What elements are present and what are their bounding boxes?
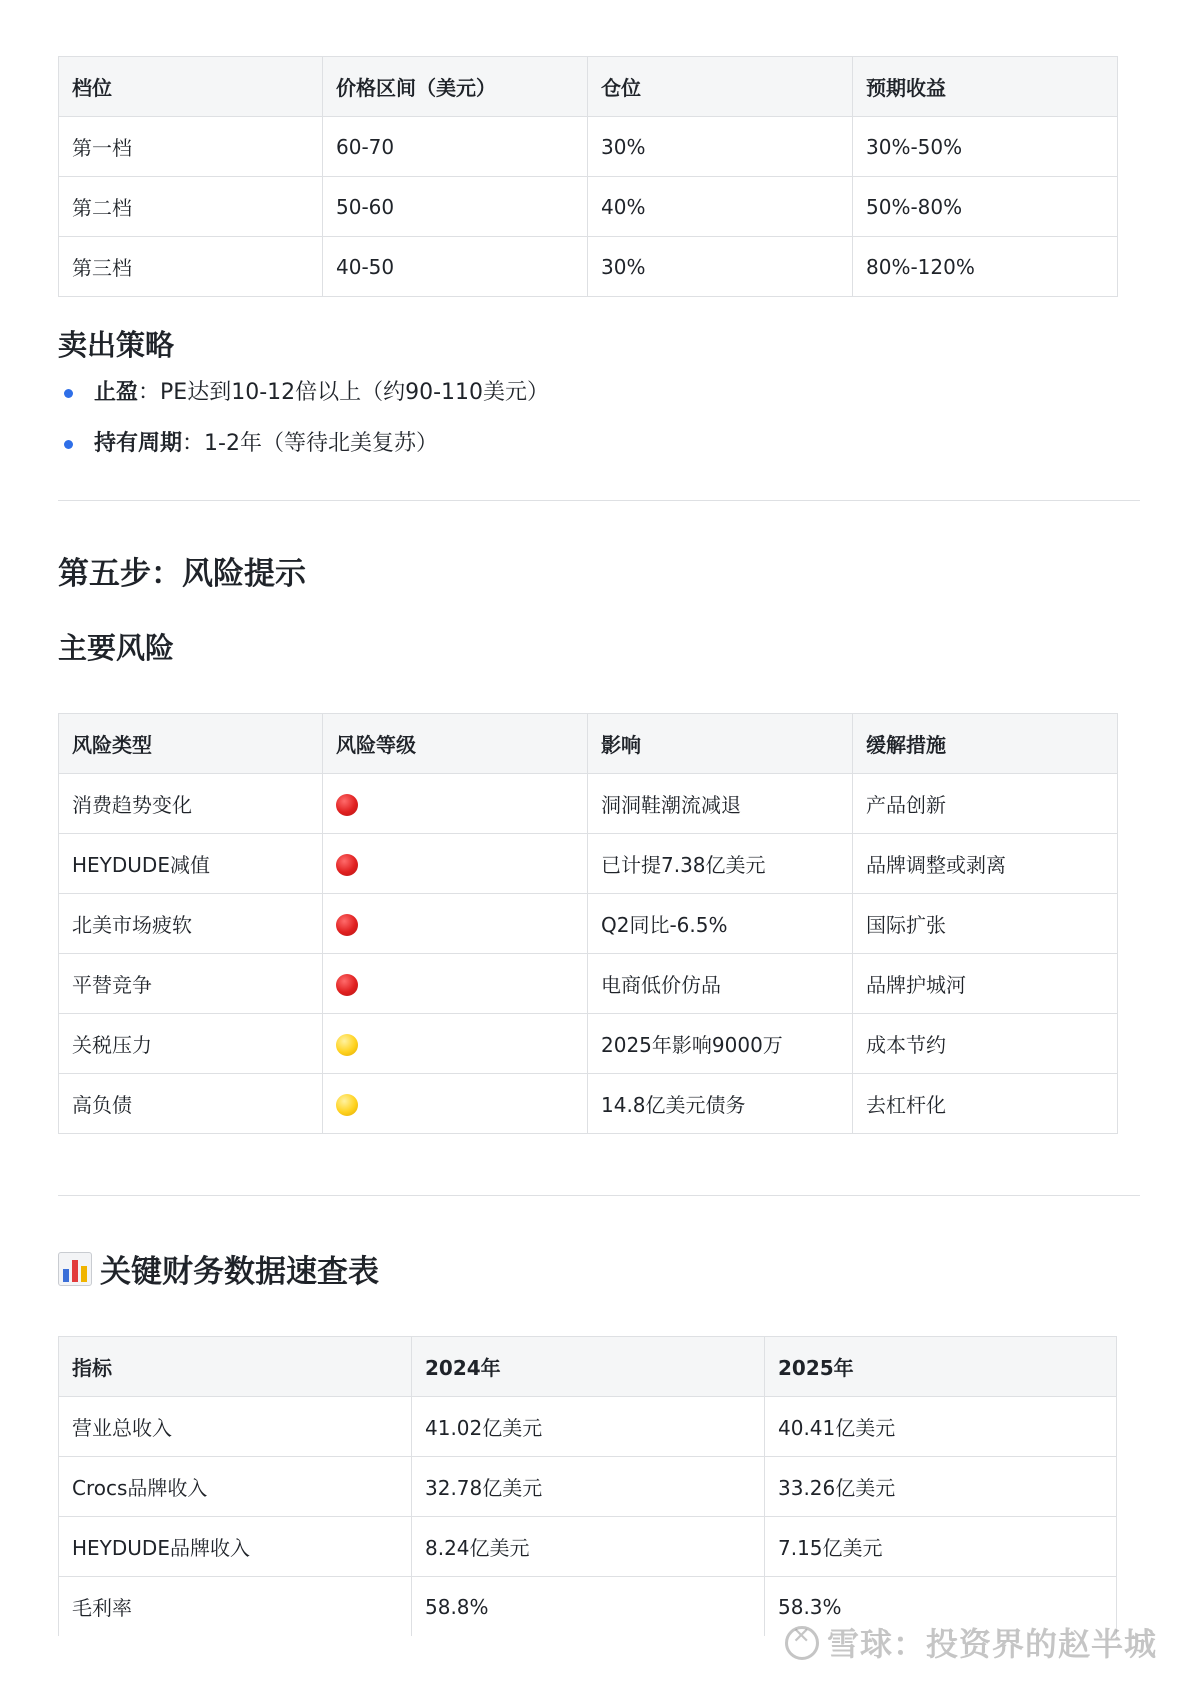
table-cell: 第一档 bbox=[59, 117, 323, 177]
table-cell: 7.15亿美元 bbox=[765, 1517, 1117, 1577]
table-cell: 80%-120% bbox=[853, 237, 1118, 297]
table-cell: 30%-50% bbox=[853, 117, 1118, 177]
item-text: PE达到10-12倍以上（约90-110美元） bbox=[160, 380, 550, 405]
table-row bbox=[59, 1457, 1117, 1517]
table-cell bbox=[323, 774, 588, 834]
table-row bbox=[59, 774, 1118, 834]
table-cell: 第二档 bbox=[59, 177, 323, 237]
table-cell: 成本节约 bbox=[853, 1014, 1118, 1074]
table-cell: Crocs品牌收入 bbox=[59, 1457, 412, 1517]
finance-heading bbox=[58, 1252, 379, 1288]
table-cell: 40.41亿美元 bbox=[765, 1397, 1117, 1457]
table-cell: 去杠杆化 bbox=[853, 1074, 1118, 1134]
table-row bbox=[59, 1517, 1117, 1577]
table-header-cell: 风险类型 bbox=[59, 714, 323, 774]
table-cell: 33.26亿美元 bbox=[765, 1457, 1117, 1517]
table-cell bbox=[323, 894, 588, 954]
sell-strategy-heading: 卖出策略 bbox=[58, 328, 175, 362]
table-row bbox=[59, 834, 1118, 894]
table-cell: 已计提7.38亿美元 bbox=[588, 834, 853, 894]
table-header-cell: 2025年 bbox=[765, 1337, 1117, 1397]
table-cell: 14.8亿美元债务 bbox=[588, 1074, 853, 1134]
table-row bbox=[59, 237, 1118, 297]
table-row bbox=[59, 1014, 1118, 1074]
item-separator: ： bbox=[138, 380, 161, 405]
table-cell: 平替竞争 bbox=[59, 954, 323, 1014]
red-circle-icon bbox=[336, 854, 358, 876]
table-cell: 品牌护城河 bbox=[853, 954, 1118, 1014]
item-text: 1-2年（等待北美复苏） bbox=[204, 431, 438, 456]
table-row bbox=[59, 117, 1118, 177]
table-cell: 58.8% bbox=[412, 1577, 765, 1637]
table-cell: 58.3% bbox=[765, 1577, 1117, 1637]
table-cell: 60-70 bbox=[323, 117, 588, 177]
table-cell: 2025年影响9000万 bbox=[588, 1014, 853, 1074]
table-cell: 30% bbox=[588, 237, 853, 297]
table-cell: 洞洞鞋潮流减退 bbox=[588, 774, 853, 834]
yellow-circle-icon bbox=[336, 1034, 358, 1056]
table-row bbox=[59, 1074, 1118, 1134]
table-cell: 高负债 bbox=[59, 1074, 323, 1134]
table-cell: 营业总收入 bbox=[59, 1397, 412, 1457]
table-cell: 41.02亿美元 bbox=[412, 1397, 765, 1457]
bar-chart-emoji-icon bbox=[58, 1252, 92, 1286]
red-circle-icon bbox=[336, 914, 358, 936]
section-divider bbox=[58, 500, 1140, 501]
table-row bbox=[59, 1397, 1117, 1457]
table-header-cell: 价格区间（美元） bbox=[323, 57, 588, 117]
table-cell: Q2同比-6.5% bbox=[588, 894, 853, 954]
table-cell bbox=[323, 1014, 588, 1074]
bullet-icon bbox=[64, 389, 73, 398]
table-cell: 32.78亿美元 bbox=[412, 1457, 765, 1517]
bullet-icon bbox=[64, 440, 73, 449]
table-header-cell: 缓解措施 bbox=[853, 714, 1118, 774]
table-cell: 国际扩张 bbox=[853, 894, 1118, 954]
sell-strategy-list bbox=[58, 378, 549, 480]
table-cell: 8.24亿美元 bbox=[412, 1517, 765, 1577]
table-cell: 北美市场疲软 bbox=[59, 894, 323, 954]
table-cell: 消费趋势变化 bbox=[59, 774, 323, 834]
item-label: 止盈 bbox=[94, 380, 139, 405]
item-separator: ： bbox=[182, 431, 205, 456]
tier-table bbox=[58, 56, 1118, 297]
watermark bbox=[785, 1619, 1157, 1665]
table-cell: 第三档 bbox=[59, 237, 323, 297]
table-cell: 30% bbox=[588, 117, 853, 177]
table-header-cell: 2024年 bbox=[412, 1337, 765, 1397]
table-cell: 电商低价仿品 bbox=[588, 954, 853, 1014]
table-cell: 50%-80% bbox=[853, 177, 1118, 237]
table-header-row bbox=[59, 714, 1118, 774]
table-header-cell: 预期收益 bbox=[853, 57, 1118, 117]
section-divider bbox=[58, 1195, 1140, 1196]
table-cell: HEYDUDE品牌收入 bbox=[59, 1517, 412, 1577]
table-cell: 毛利率 bbox=[59, 1577, 412, 1637]
table-cell: 40-50 bbox=[323, 237, 588, 297]
red-circle-icon bbox=[336, 794, 358, 816]
table-cell: HEYDUDE减值 bbox=[59, 834, 323, 894]
table-header-row bbox=[59, 57, 1118, 117]
table-cell: 品牌调整或剥离 bbox=[853, 834, 1118, 894]
table-cell: 产品创新 bbox=[853, 774, 1118, 834]
table-cell bbox=[323, 954, 588, 1014]
main-risks-heading: 主要风险 bbox=[58, 631, 175, 665]
table-row bbox=[59, 177, 1118, 237]
table-cell bbox=[323, 834, 588, 894]
table-row bbox=[59, 894, 1118, 954]
red-circle-icon bbox=[336, 974, 358, 996]
table-header-cell: 影响 bbox=[588, 714, 853, 774]
table-cell bbox=[323, 1074, 588, 1134]
table-cell: 50-60 bbox=[323, 177, 588, 237]
finance-table bbox=[58, 1336, 1117, 1636]
risk-table bbox=[58, 713, 1118, 1134]
table-cell: 40% bbox=[588, 177, 853, 237]
yellow-circle-icon bbox=[336, 1094, 358, 1116]
list-item bbox=[58, 429, 549, 480]
table-header-cell: 仓位 bbox=[588, 57, 853, 117]
step5-heading: 第五步：风险提示 bbox=[58, 556, 306, 592]
watermark-text: 雪球：投资界的赵半城 bbox=[826, 1625, 1157, 1663]
table-header-cell: 指标 bbox=[59, 1337, 412, 1397]
table-row bbox=[59, 954, 1118, 1014]
finance-heading-text: 关键财务数据速查表 bbox=[100, 1254, 379, 1290]
table-header-row bbox=[59, 1337, 1117, 1397]
list-item bbox=[58, 378, 549, 429]
xueqiu-logo-icon bbox=[785, 1626, 819, 1660]
table-header-cell: 风险等级 bbox=[323, 714, 588, 774]
table-cell: 关税压力 bbox=[59, 1014, 323, 1074]
item-label: 持有周期 bbox=[94, 431, 183, 456]
table-header-cell: 档位 bbox=[59, 57, 323, 117]
